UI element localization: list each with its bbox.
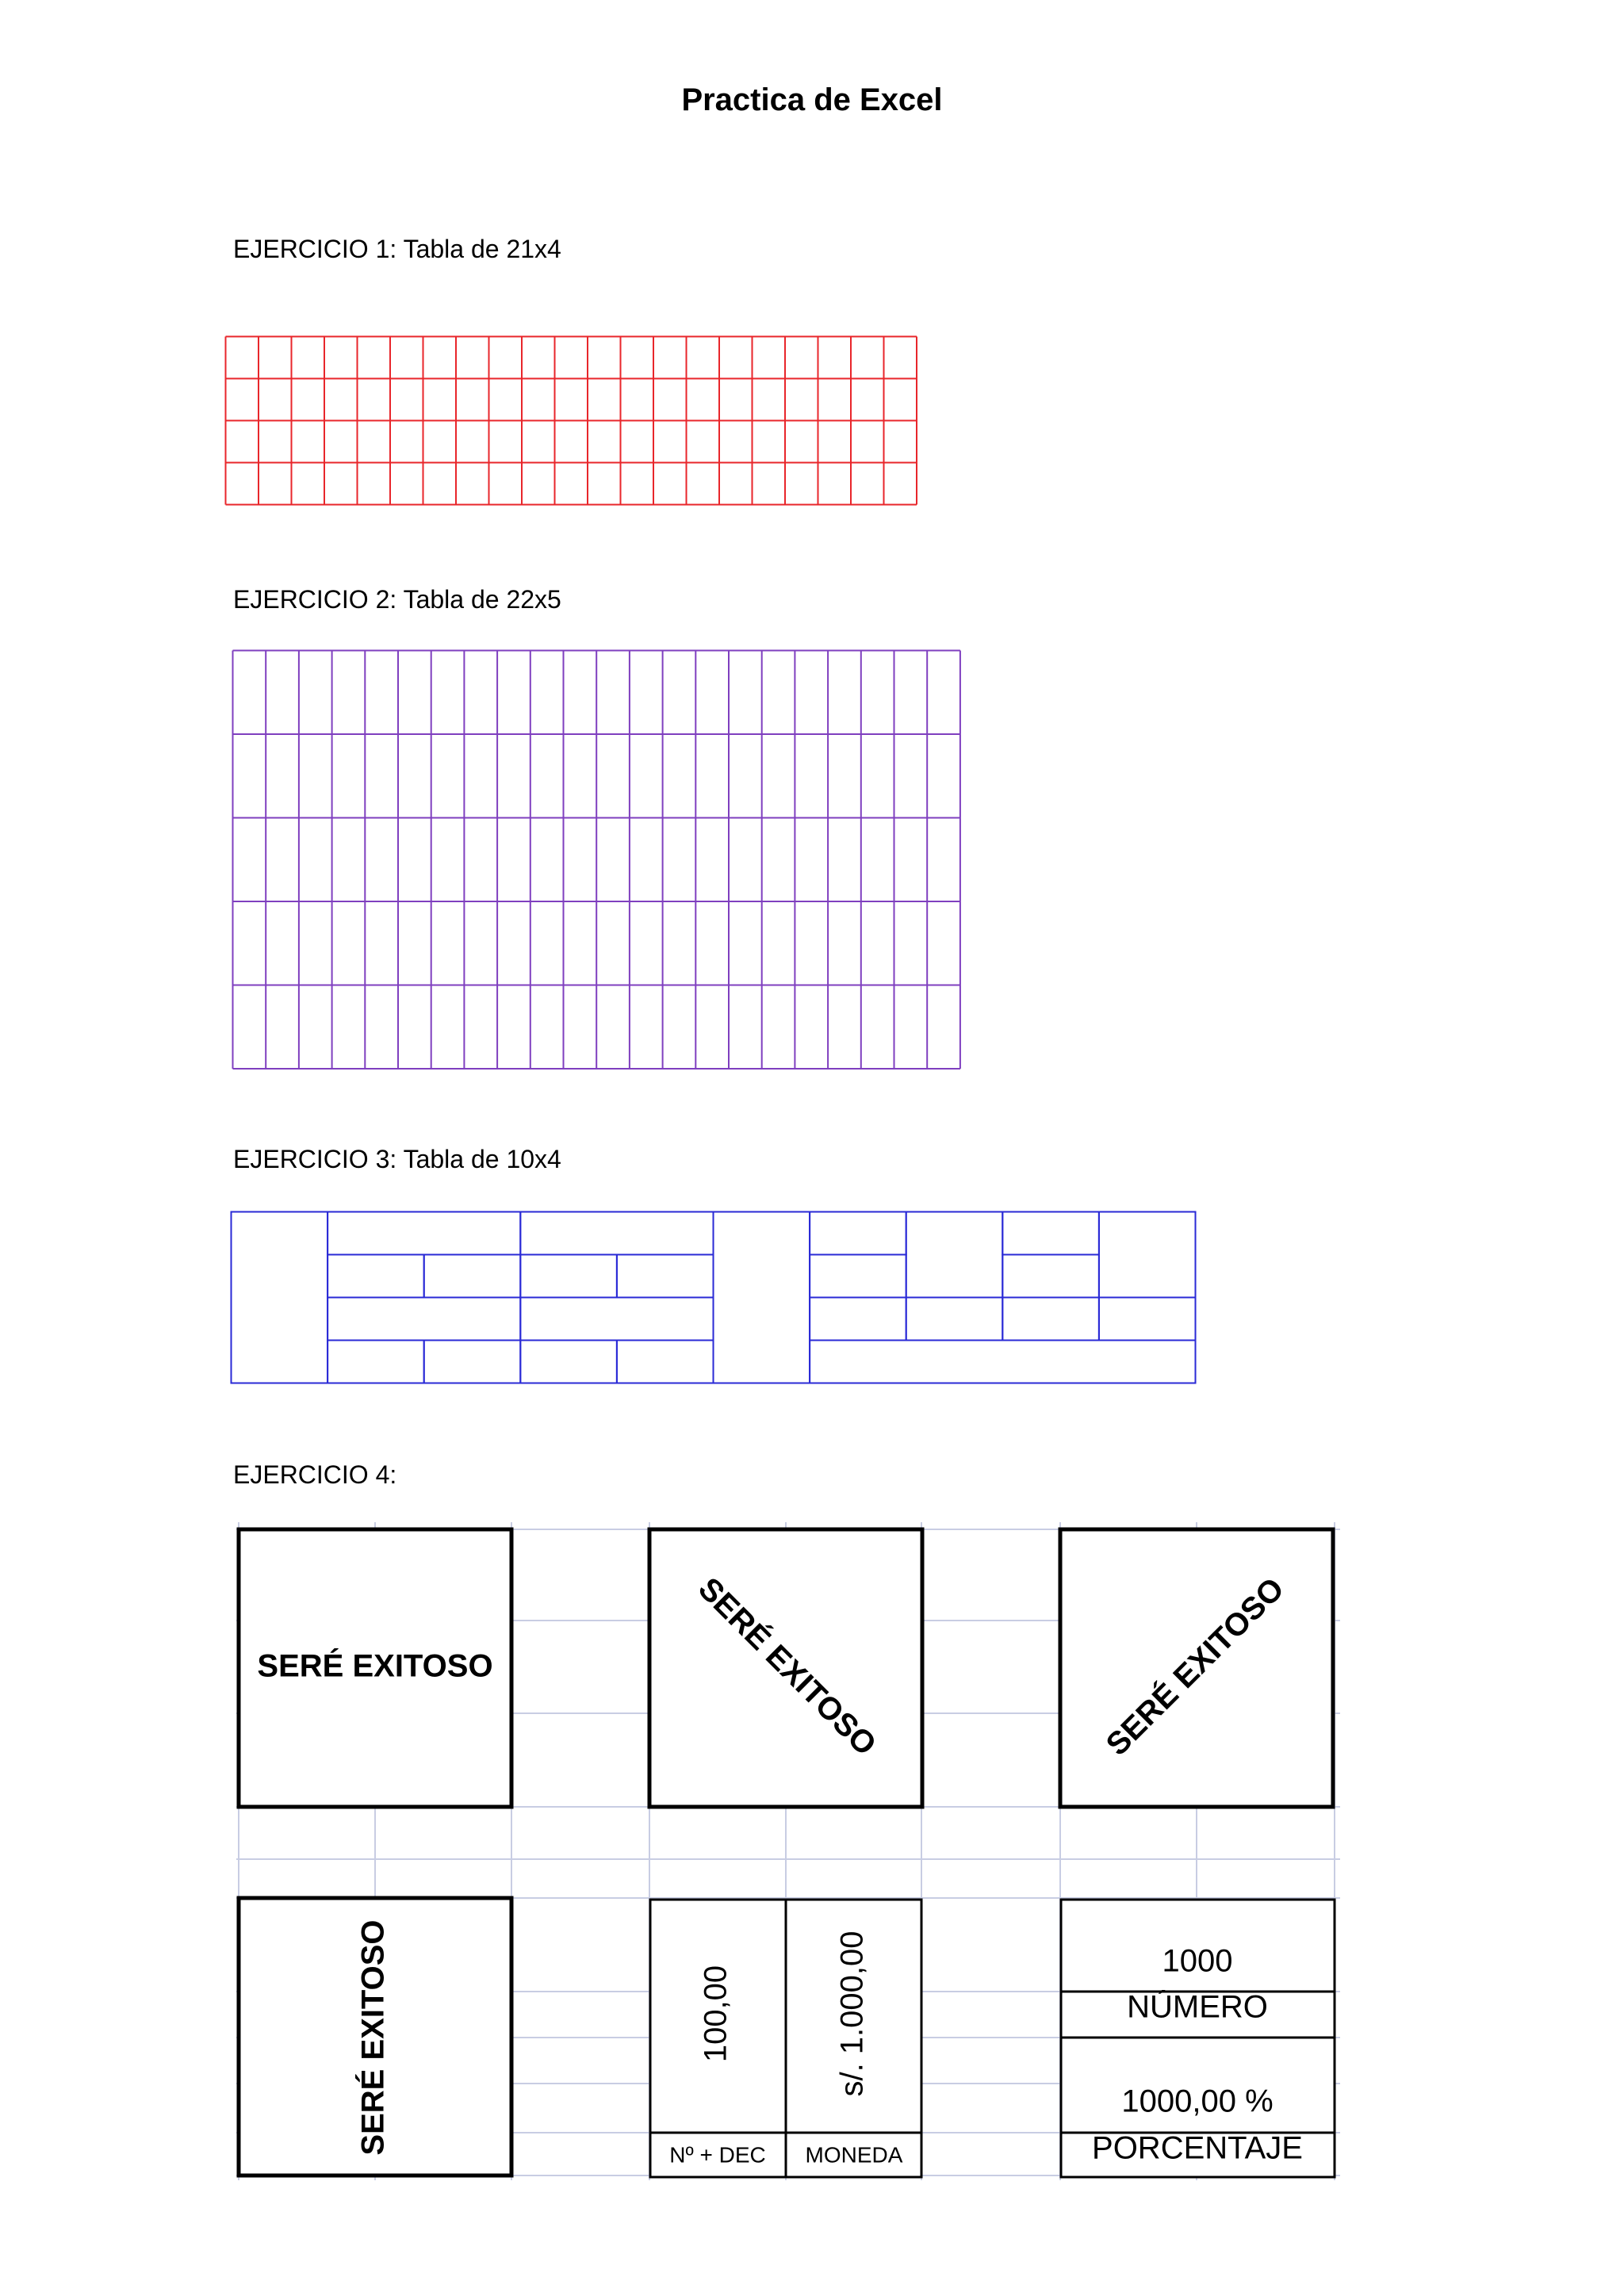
merged-cell [1002,1255,1099,1298]
merged-cell [810,1212,906,1255]
percent-format-label: PORCENTAJE [1092,2130,1303,2166]
merged-cell [232,1212,328,1383]
merged-cell [906,1212,1003,1298]
currency-label: MONEDA [805,2142,903,2168]
box-horizontal-text: SERÉ EXITOSO [257,1648,493,1684]
merged-cell [617,1255,714,1298]
merged-cell [327,1298,520,1341]
merged-cell [1099,1212,1196,1298]
merged-cell [520,1298,713,1341]
number-label: Nº + DEC [669,2142,766,2168]
merged-cell [1099,1298,1196,1341]
merged-cell [714,1212,810,1383]
exercise-2-grid [232,649,961,1070]
page-title: Practica de Excel [681,82,943,117]
exercise-4-heading: EJERCICIO 4: [233,1460,397,1489]
merged-cell [520,1341,617,1383]
exercise-4-grid [236,1522,1340,2180]
merged-cell [327,1212,520,1255]
exercise-3-heading: EJERCICIO 3: Tabla de 10x4 [233,1145,561,1173]
merged-cell [906,1298,1003,1341]
merged-cell [424,1341,521,1383]
merged-cell [1002,1298,1099,1341]
merged-cell [520,1255,617,1298]
merged-cell [810,1255,906,1298]
exercise-1-grid [224,335,918,507]
number-format-value: 1000 [1162,1943,1233,1979]
box-diagonal-down-text: SERÉ EXITOSO [691,1571,883,1762]
merged-cell [810,1298,906,1341]
merged-cell [327,1255,424,1298]
number-value: 100,00 [698,1965,733,2063]
percent-format-value: 1000,00 % [1121,2084,1274,2119]
exercise-1-heading: EJERCICIO 1: Tabla de 21x4 [233,235,561,263]
merged-cell [810,1341,1195,1383]
merged-cell [424,1255,521,1298]
merged-cell [617,1341,714,1383]
merged-cell [327,1341,424,1383]
exercise-3-grid [230,1211,1199,1387]
merged-cell [1002,1212,1099,1255]
box-diagonal-up-text: SERÉ EXITOSO [1099,1571,1291,1762]
exercise-2-heading: EJERCICIO 2: Tabla de 22x5 [233,585,561,614]
currency-value: s/. 1.000,00 [834,1931,870,2097]
number-format-label: NÚMERO [1127,1989,1268,2025]
merged-cell [520,1212,713,1255]
box-vertical-text: SERÉ EXITOSO [355,1919,391,2156]
